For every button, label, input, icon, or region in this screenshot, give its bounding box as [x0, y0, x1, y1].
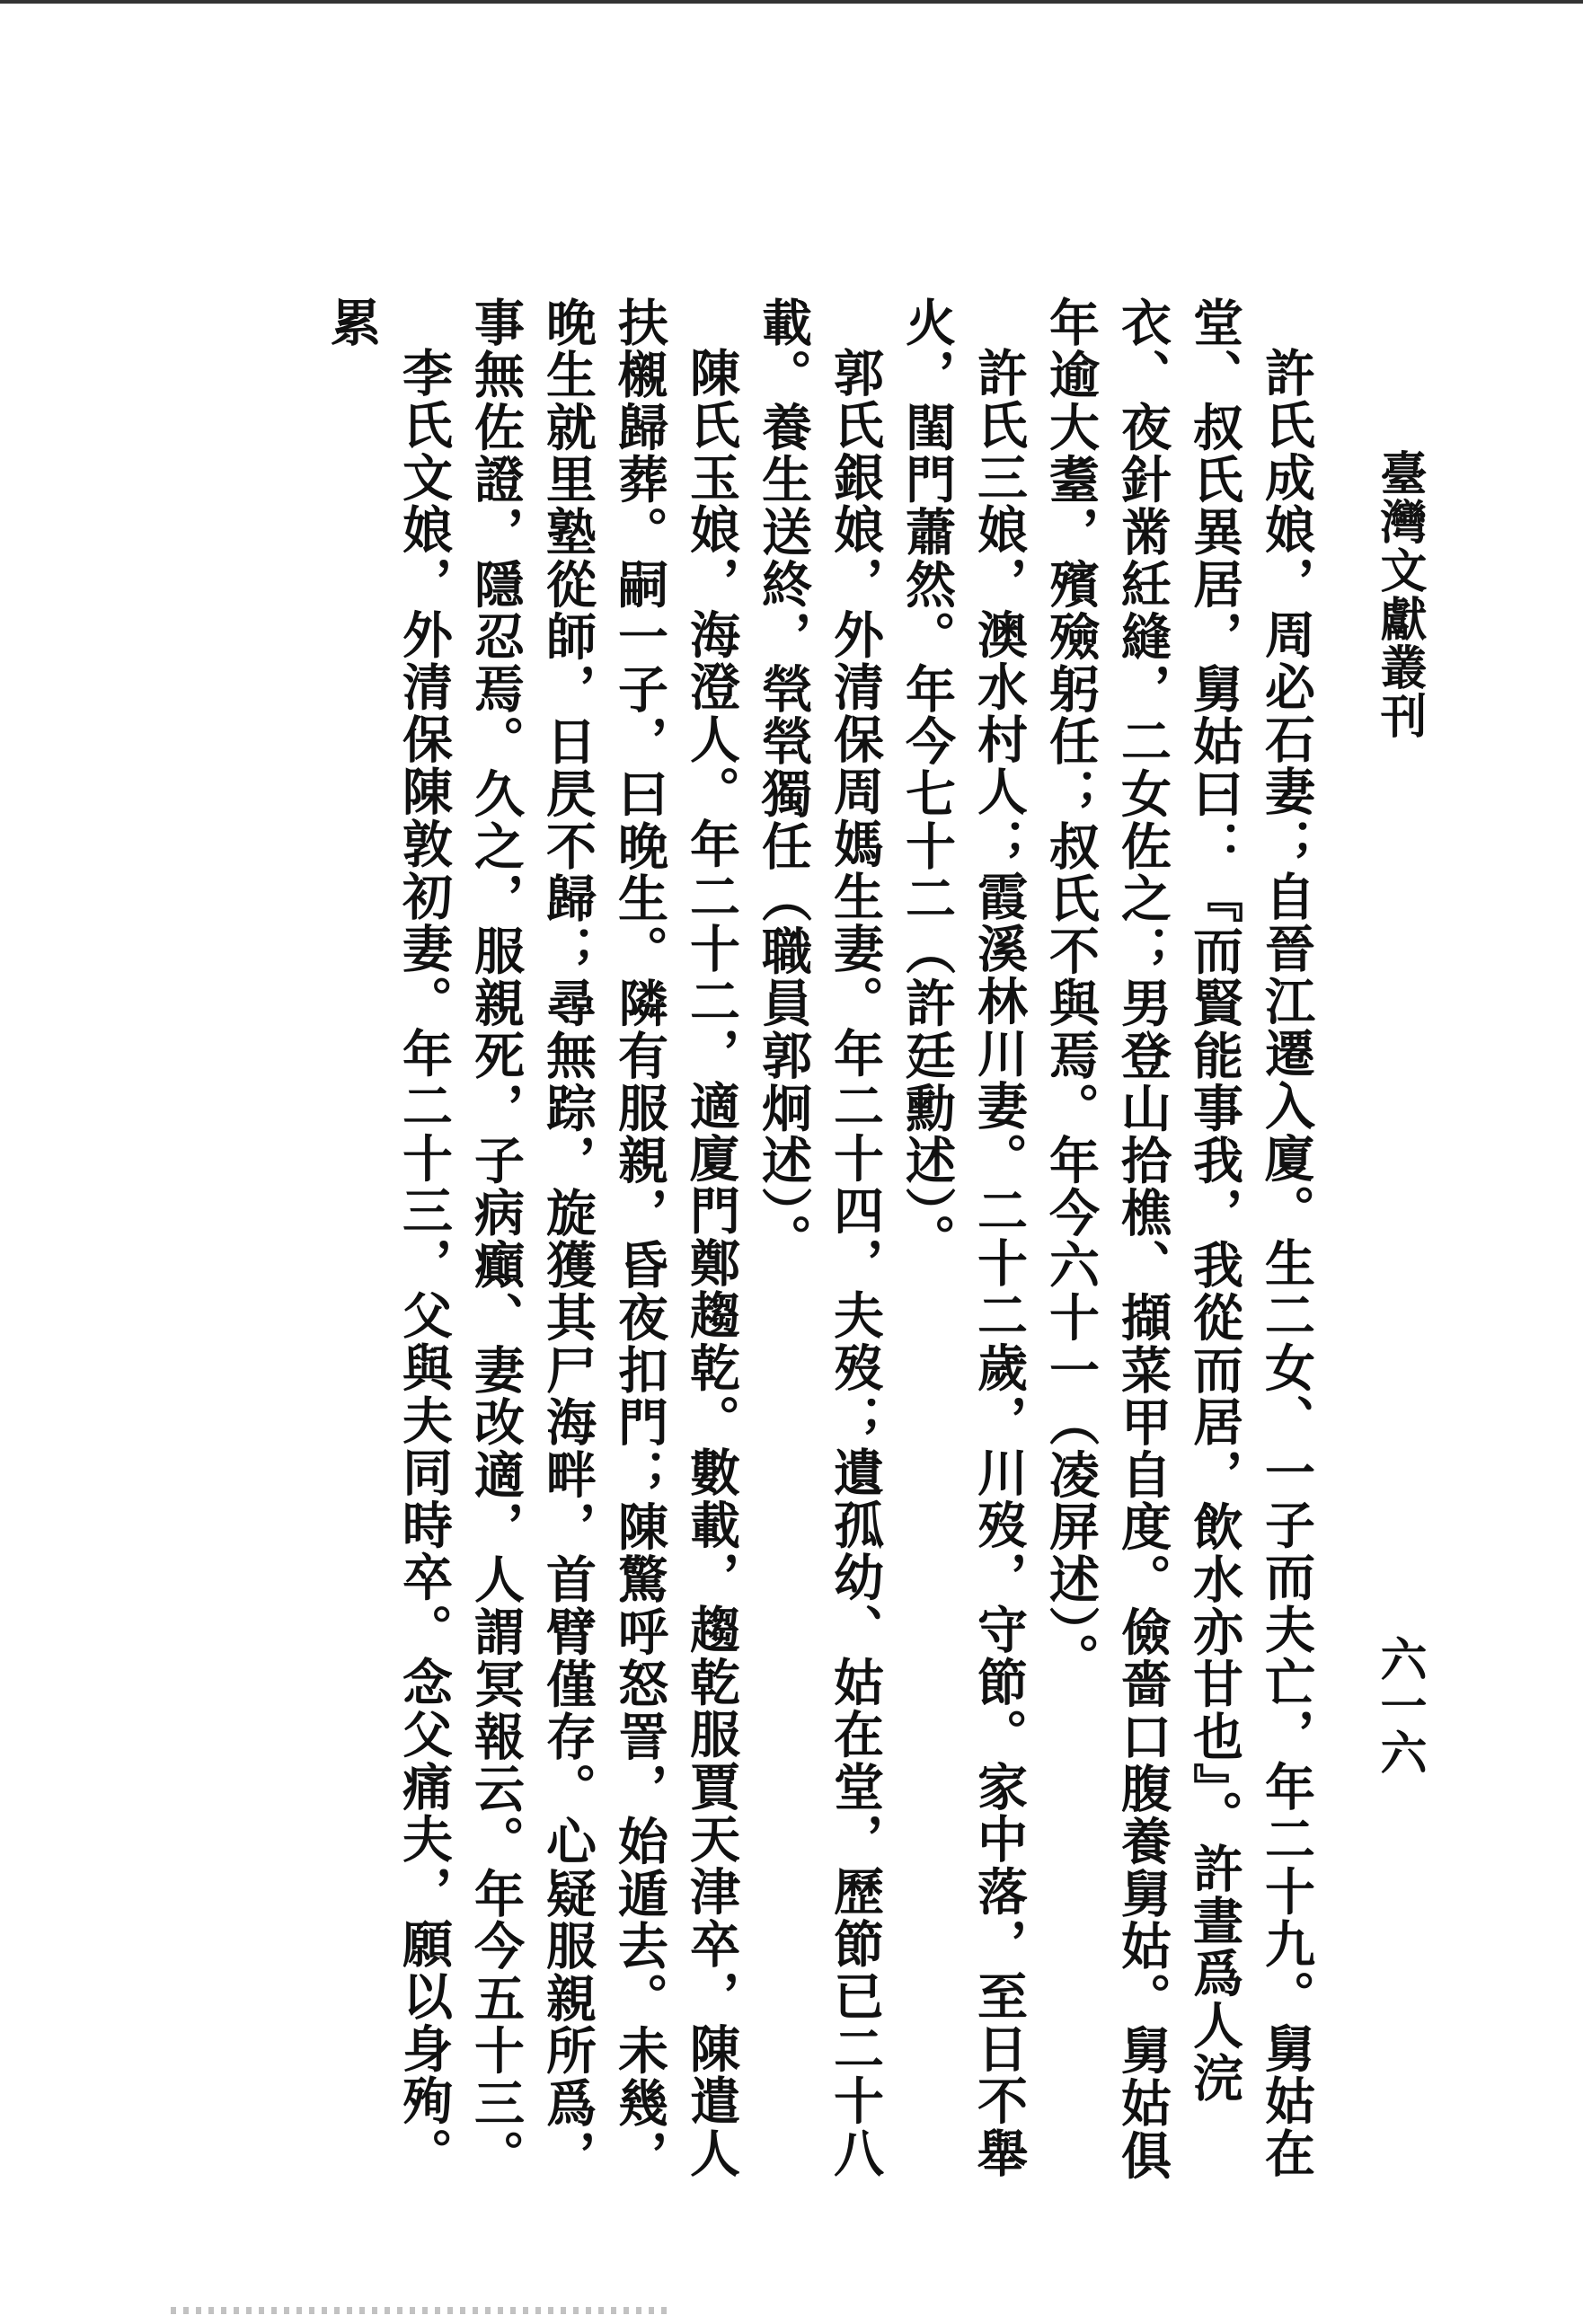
top-border-line: [0, 0, 1583, 4]
running-header-title: 臺灣文獻叢刊: [1372, 449, 1427, 740]
paragraph: 李氏文娘，外清保陳敦初妻。年二十三，父與夫同時卒。念父痛夫，願以身殉。累: [323, 296, 454, 2180]
paragraph: 陳氏玉娘，海澄人。年二十二，適廈門鄭趨乾。數載，趨乾服賈天津卒，陳遣人扶櫬歸葬。嗣一子，曰晚生。隣有服親，昏夜扣門；陳驚呼怒詈，始遁去。未幾，晚生就里塾從師，日昃不歸；尋無踪，旋獲其尸海畔，首臂僅存。心疑服親所爲，事無佐證，隱忍焉。久之，服親死，子病癲、妻改適，人謂冥報云。年今五十三。: [466, 296, 741, 2182]
page-number: 六一六: [1372, 1635, 1427, 1775]
biography-entry-guo-yinniang: [747, 296, 891, 2201]
scan-artifact: [171, 2307, 674, 2314]
biography-entry-xu-sanniang: [891, 296, 1035, 2201]
biography-entry-chen-yuniang: [460, 296, 747, 2201]
biography-entry-li-wenniang: [316, 296, 460, 2201]
paragraph: 郭氏銀娘，外清保周媽生妻。年二十四，夫歿；遺孤幼、姑在堂，歷節已二十八載。養生送終，煢煢獨任（職員郭炯述）。: [754, 296, 885, 2180]
body-text-columns: [316, 296, 1322, 2201]
biography-entry-xu-chengniang: [1035, 296, 1322, 2201]
paragraph: 許氏三娘，澳水村人；霞溪林川妻。二十二歲，川歿，守節。家中落，至日不舉火，閨門蕭然。年今七十二（許廷勳述）。: [898, 296, 1029, 2180]
paragraph: 許氏成娘，周必石妻；自晉江遷入廈。生二女、一子而夫亡，年二十九。舅姑在堂、叔氏異居，舅姑曰：『而賢能事我，我從而居，飲水亦甘也』。許晝爲人浣衣、夜針黹紝縫，二女佐之；男登山拾樵、擷菜甲自度。儉嗇口腹養舅姑。舅姑俱年逾大耋，殯殮躬任；叔氏不與焉。年今六十一（凌屏述）。: [1041, 296, 1316, 2182]
